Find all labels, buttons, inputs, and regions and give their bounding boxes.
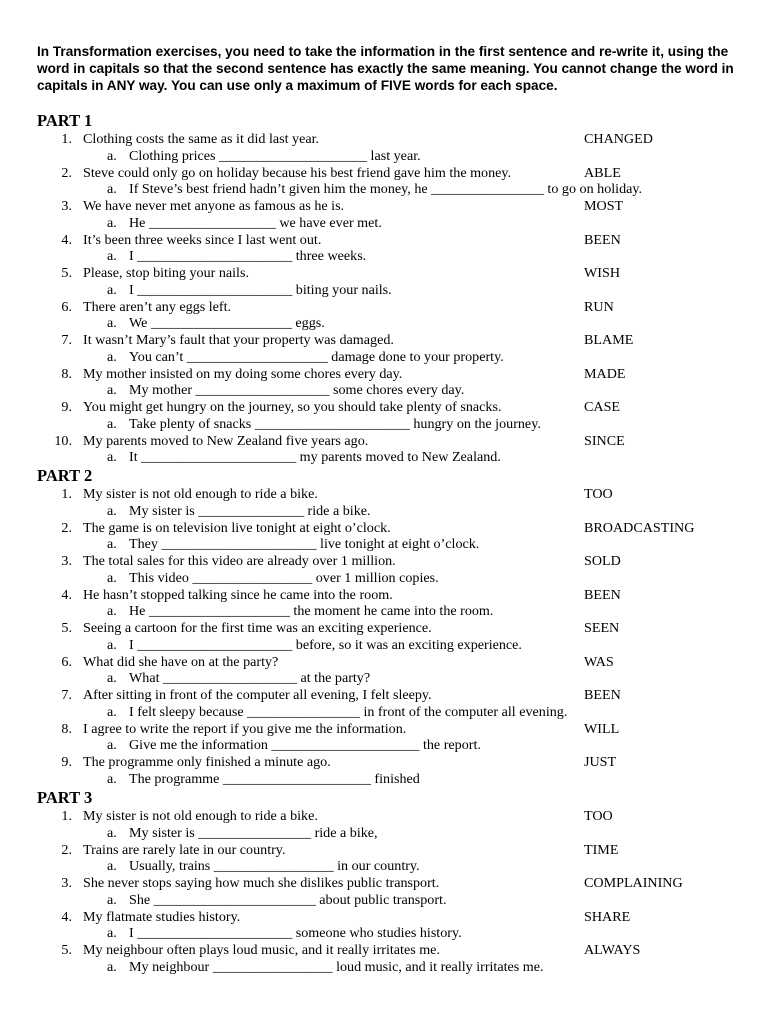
item-keyword: ABLE — [584, 164, 621, 181]
item-number: 1. — [61, 486, 72, 502]
item-keyword: RUN — [584, 298, 614, 315]
answer-sentence: They ______________________ live tonight at eight o’clock. — [129, 536, 480, 553]
item-number: 3. — [61, 198, 72, 214]
item-question: The game is on television live tonight at eight o’clock. — [83, 519, 391, 536]
item-number: 8. — [61, 720, 72, 737]
item-keyword: TOO — [584, 486, 613, 502]
item-number: 10. — [54, 432, 72, 449]
item-number: 4. — [61, 908, 72, 925]
item-question: It’s been three weeks since I last went out. — [83, 231, 322, 248]
item-question: Please, stop biting your nails. — [83, 265, 249, 281]
answer-label: a. — [107, 858, 117, 875]
answer-sentence: Clothing prices _____________________ last year. — [129, 147, 421, 164]
item-number: 6. — [61, 653, 72, 670]
item-keyword: COMPLAINING — [584, 875, 683, 891]
answer-label: a. — [107, 281, 117, 298]
item-keyword: BROADCASTING — [584, 519, 695, 536]
item-keyword: BEEN — [584, 586, 621, 603]
item-number: 9. — [61, 399, 72, 415]
item-number: 4. — [61, 231, 72, 248]
answer-sentence: Usually, trains _________________ in our country. — [129, 858, 420, 875]
item-question: She never stops saying how much she dislikes public transport. — [83, 875, 440, 891]
item-keyword: JUST — [584, 754, 617, 770]
item-keyword: WILL — [584, 720, 620, 737]
item-number: 7. — [61, 332, 72, 348]
answer-label: a. — [107, 415, 117, 432]
item-number: 4. — [61, 586, 72, 603]
answer-label: a. — [107, 703, 117, 720]
part-title: PART 3 — [37, 788, 93, 807]
answer-label: a. — [107, 449, 117, 466]
item-keyword: MOST — [584, 198, 624, 214]
item-number: 8. — [61, 365, 72, 382]
item-question: Clothing costs the same as it did last year. — [83, 131, 320, 147]
item-question: My sister is not old enough to ride a bike. — [83, 808, 318, 824]
item-number: 7. — [61, 687, 72, 703]
item-question: What did she have on at the party? — [83, 653, 279, 670]
answer-label: a. — [107, 670, 117, 687]
item-keyword: SOLD — [584, 553, 621, 569]
answer-label: a. — [107, 737, 117, 754]
item-keyword: WAS — [584, 653, 614, 670]
item-keyword: SEEN — [584, 620, 620, 636]
item-question: I agree to write the report if you give me the information. — [83, 720, 407, 737]
answer-label: a. — [107, 958, 117, 975]
item-keyword: TIME — [584, 841, 619, 858]
item-question: My mother insisted on my doing some chores every day. — [83, 365, 403, 382]
item-question: He hasn’t stopped talking since he came into the room. — [83, 586, 393, 603]
answer-label: a. — [107, 181, 117, 198]
item-question: Seeing a cartoon for the first time was an exciting experience. — [83, 620, 432, 636]
item-question: The programme only finished a minute ago. — [83, 754, 331, 770]
item-number: 1. — [61, 131, 72, 147]
item-keyword: SHARE — [584, 908, 631, 925]
instructions: In Transformation exercises, you need to take the information in the first sentence and re-write it, using the word in capitals so that the second sentence has exactly the same meaning. You cannot change the word in capitals in ANY way. You can use only a maximum of FIVE words for each space. — [37, 44, 734, 93]
answer-sentence: She _______________________ about public transport. — [129, 891, 447, 908]
item-number: 5. — [61, 942, 72, 958]
answer-sentence: If Steve’s best friend hadn’t given him the money, he ________________ to go on holiday. — [129, 181, 643, 198]
answer-sentence: I felt sleepy because ________________ in front of the computer all evening. — [129, 703, 568, 720]
item-question: It wasn’t Mary’s fault that your property was damaged. — [83, 332, 394, 348]
answer-sentence: You can’t ____________________ damage done to your property. — [129, 348, 504, 365]
item-number: 2. — [61, 841, 72, 858]
item-number: 2. — [61, 164, 72, 181]
item-keyword: ALWAYS — [584, 942, 641, 958]
answer-label: a. — [107, 214, 117, 231]
item-number: 9. — [61, 754, 72, 770]
item-question: The total sales for this video are already over 1 million. — [83, 553, 396, 569]
answer-sentence: I ______________________ biting your nails. — [129, 281, 392, 298]
item-question: You might get hungry on the journey, so you should take plenty of snacks. — [83, 399, 502, 415]
item-keyword: BEEN — [584, 231, 621, 248]
answer-label: a. — [107, 636, 117, 653]
item-question: Trains are rarely late in our country. — [83, 841, 286, 858]
item-keyword: MADE — [584, 365, 626, 382]
answer-sentence: My neighbour _________________ loud music, and it really irritates me. — [129, 958, 544, 975]
answer-sentence: I ______________________ someone who studies history. — [129, 925, 462, 942]
answer-sentence: Take plenty of snacks ______________________ hungry on the journey. — [129, 415, 541, 432]
answer-sentence: It ______________________ my parents moved to New Zealand. — [129, 449, 501, 466]
answer-sentence: I ______________________ three weeks. — [129, 248, 367, 265]
answer-sentence: This video _________________ over 1 million copies. — [129, 569, 439, 586]
item-keyword: BLAME — [584, 332, 634, 348]
answer-label: a. — [107, 569, 117, 586]
item-number: 2. — [61, 519, 72, 536]
answer-label: a. — [107, 315, 117, 332]
item-number: 3. — [61, 553, 72, 569]
item-question: My parents moved to New Zealand five years ago. — [83, 432, 369, 449]
answer-sentence: My sister is _______________ ride a bike. — [129, 502, 371, 519]
answer-sentence: We ____________________ eggs. — [129, 315, 325, 332]
item-question: My flatmate studies history. — [83, 908, 241, 925]
item-question: We have never met anyone as famous as he is. — [83, 198, 345, 214]
item-keyword: BEEN — [584, 687, 621, 703]
item-number: 5. — [61, 620, 72, 636]
answer-sentence: What ___________________ at the party? — [129, 670, 371, 687]
answer-sentence: The programme _____________________ finished — [129, 770, 420, 787]
answer-label: a. — [107, 925, 117, 942]
answer-sentence: He ____________________ the moment he came into the room. — [129, 603, 494, 620]
answer-label: a. — [107, 770, 117, 787]
item-number: 6. — [61, 298, 72, 315]
item-question: Steve could only go on holiday because his best friend gave him the money. — [83, 164, 512, 181]
answer-label: a. — [107, 348, 117, 365]
item-keyword: WISH — [584, 265, 621, 281]
item-keyword: CASE — [584, 399, 621, 415]
answer-label: a. — [107, 603, 117, 620]
answer-sentence: My mother ___________________ some chores every day. — [129, 382, 465, 399]
answer-label: a. — [107, 891, 117, 908]
answer-label: a. — [107, 502, 117, 519]
item-question: My neighbour often plays loud music, and it really irritates me. — [83, 942, 440, 958]
item-number: 5. — [61, 265, 72, 281]
item-question: After sitting in front of the computer all evening, I felt sleepy. — [83, 687, 432, 703]
part-title: PART 2 — [37, 466, 93, 485]
answer-label: a. — [107, 536, 117, 553]
item-keyword: CHANGED — [584, 131, 653, 147]
answer-label: a. — [107, 824, 117, 841]
answer-sentence: My sister is ________________ ride a bike, — [129, 824, 378, 841]
part-title: PART 1 — [37, 111, 93, 130]
item-keyword: TOO — [584, 808, 613, 824]
answer-sentence: He __________________ we have ever met. — [129, 214, 382, 231]
answer-label: a. — [107, 248, 117, 265]
item-number: 3. — [61, 875, 72, 891]
answer-label: a. — [107, 147, 117, 164]
item-number: 1. — [61, 808, 72, 824]
item-keyword: SINCE — [584, 432, 625, 449]
item-question: My sister is not old enough to ride a bike. — [83, 486, 318, 502]
answer-label: a. — [107, 382, 117, 399]
answer-sentence: I ______________________ before, so it was an exciting experience. — [129, 636, 522, 653]
item-question: There aren’t any eggs left. — [83, 298, 232, 315]
answer-sentence: Give me the information _____________________ the report. — [129, 737, 481, 754]
